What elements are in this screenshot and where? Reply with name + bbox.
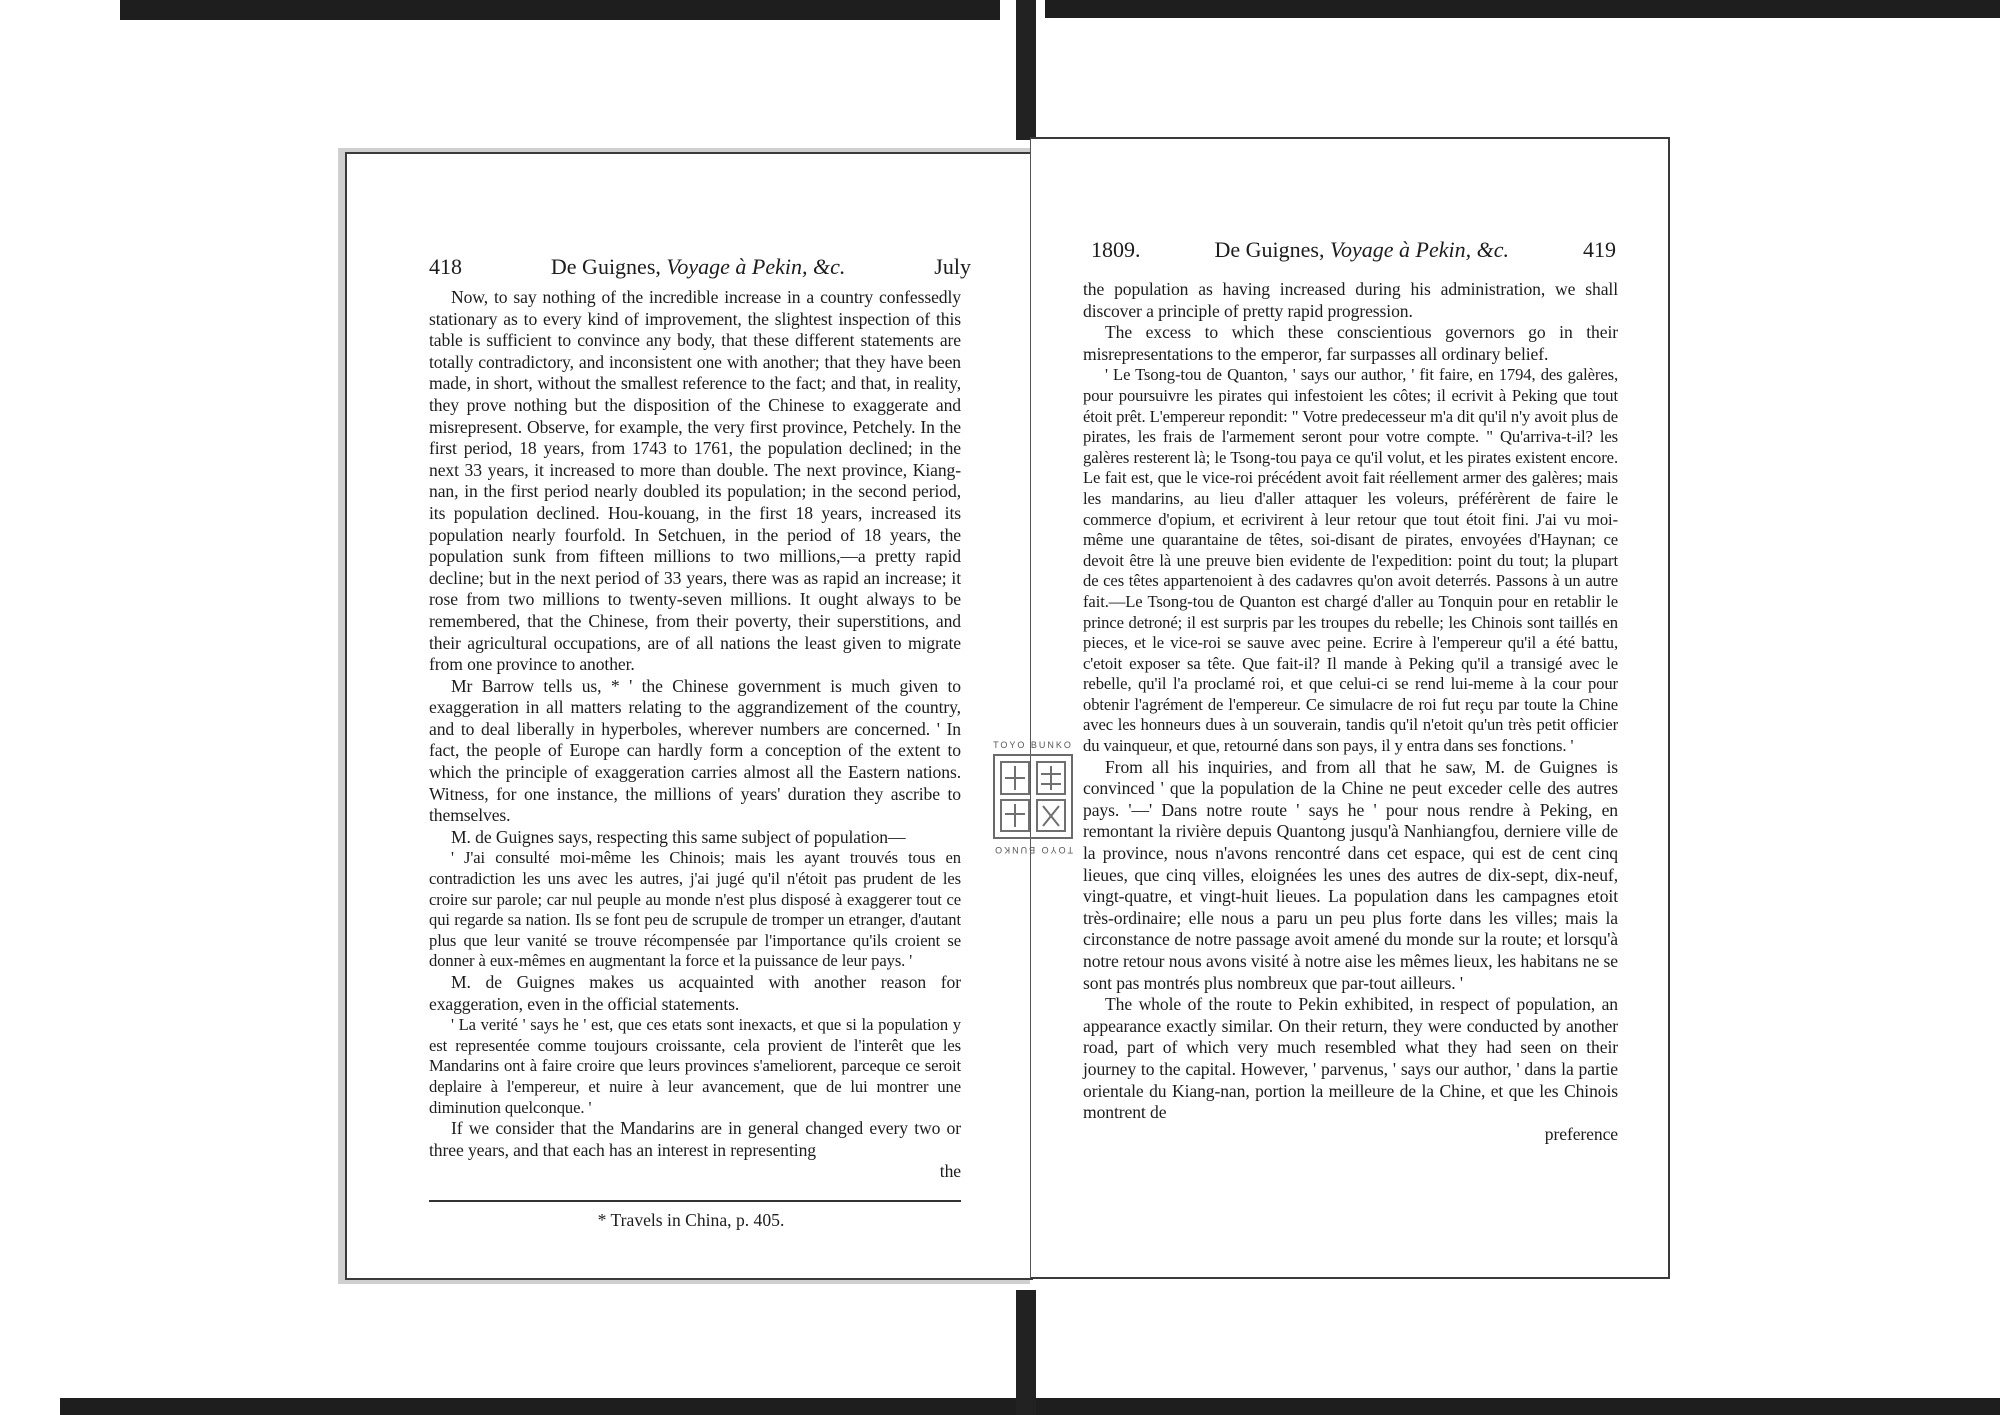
footnote-rule — [429, 1200, 961, 1202]
stamp-bottom-text: TOYO BUNKO — [993, 845, 1073, 855]
paragraph: The excess to which these conscientious governors go in their misrepresentations to the emperor, far surpasses all ordinary belief. — [1083, 322, 1618, 364]
quotation: ' Le Tsong-tou de Quanton, ' says our author, ' fit faire, en 1794, des galères, pour poursuivre les pirates qui infestoient les côtes; il ecrivit à Peking que tout étoit prêt. L'empereur repondit: " Votre predecesseur m'a dit qu'il n'y avoit plus de pirates, les frais de l'armement seront pour votre compte. " Qu'arriva-t-il? les galères resterent là; le Tsong-tou paya ce qu'il volut, et les pirates existent encore. Le fait est, que le vice-roi précédent avoit fait réellement armer des galères; mais les mandarins, au lieu d'aller attaquer les voleurs, préférèrent de faire le commerce d'opium, et ecrivirent à leur retour que tout étoit fini. J'ai vu moi-même une quarantaine de têtes, soi-disant de pirates, envoyées d'Haynan; ce devoit être là une preuve bien evidente de l'expedition: point du tout; la plupart de ces têtes appartenoient à des cadavres qu'on avoit deterrés. Passons à un autre fait.—Le Tsong-tou de Quanton est chargé d'aller au Tonquin pour en retablir le prince detroné; il est surpris par les troupes du rebelle; les Chinois sont taillés en pieces, et le vice-roi se sauve avec peine. Ecrire à l'empereur qu'il a été battu, c'etoit exposer sa tête. Que fait-il? Il mande à Peking qu'il a transigé avec le rebelle, qu'il l'a proclamé roi, et que celui-ci se rend lui-meme à la cour pour obtenir l'agrément de l'empereur. Ce simulacre de roi fut reçu par toute la Chine avec les honneurs dues à un souverain, tandis qu'il n'etoit qu'un très petit officier du vainqueur, et que, retourné dans son pays, il y entra dans ses fonctions. ' — [1083, 365, 1618, 756]
quotation: ' La verité ' says he ' est, que ces etats sont inexacts, et que si la population y est representée comme toujours croissante, cela provient de l'interêt que les Mandarins ont à faire croire que leurs provinces s'ameliorent, parceque ce seroit deplaire à l'empereur, et nuire à leur avancement, que de lui montrer une diminution quelconque. ' — [429, 1015, 961, 1117]
scan-border-top-right — [1045, 0, 2000, 18]
right-running-title: De Guignes, Voyage à Pekin, &c. — [1214, 237, 1509, 262]
stamp-top-text: TOYO BUNKO — [993, 740, 1073, 750]
right-page-number: 419 — [1582, 237, 1616, 262]
left-body-text — [429, 287, 961, 1182]
left-page-number: 418 — [429, 254, 462, 279]
right-running-head — [1091, 237, 1616, 263]
paragraph: M. de Guignes says, respecting this same subject of population— — [451, 826, 906, 847]
left-running-month: July — [934, 254, 971, 279]
catchword: preference — [1544, 1123, 1618, 1144]
scan-border-top-left — [120, 0, 1000, 20]
seal-icon — [993, 754, 1073, 839]
left-running-head — [429, 254, 971, 280]
left-running-title: De Guignes, Voyage à Pekin, &c. — [550, 254, 846, 279]
right-body-text — [1083, 279, 1618, 1279]
catchword: the — [939, 1161, 961, 1182]
paragraph: M. de Guignes makes us acquainted with another reason for exaggeration, even in the official statements. — [429, 972, 961, 1014]
paragraph: If we consider that the Mandarins are in general changed every two or three years, and that each has an interest in representing — [429, 1118, 961, 1160]
paragraph: Now, to say nothing of the incredible increase in a country confessedly stationary as to every kind of improvement, the slightest inspection of this table is sufficient to convince any body, that these different statements are totally contradictory, and inconsistent one with another; that they have been made, in short, without the smallest reference to the fact; and that, in reality, they prove nothing but the disposition of the Chinese to exaggerate and misrepresent. Observe, for example, the very first province, Petchely. In the first period, 18 years, from 1743 to 1761, the population declined; in the next 33 years, it increased to more than double. The next province, Kiang-nan, in the first period nearly doubled its population; in the second period, its population declined. Hou-kouang, in the first 18 years, increased its population nearly fourfold. In Setchuen, in the period of 18 years, the population sunk from fifteen millions to two millions,—a pretty rapid decline; but in the next period of 33 years, there was as rapid an increase; it rose from two millions to twenty-seven millions. It ought always to be remembered, that the Chinese, from their poverty, their superstitions, and their agricultural occupations, are of all nations the least given to migrate from one province to another. — [429, 287, 961, 675]
left-page — [345, 152, 1033, 1280]
paragraph: the population as having increased during his administration, we shall discover a principle of pretty rapid progression. — [1083, 279, 1618, 321]
library-stamp — [985, 740, 1081, 855]
paragraph: From all his inquiries, and from all that he saw, M. de Guignes is convinced ' que la population de la Chine ne peut exceder celle des autres pays. '—' Dans notre route ' says he ' pour nous rendre à Peking, en remontant la rivière depuis Quantong jusqu'à Nanhiangfou, derniere ville de la province, nous n'avons rencontré dans cet espace, qui est de cent cinq lieues, que cinq villes, eloignées les unes des autres de dix-sept, dix-neuf, vingt-quatre, et vingt-huit lieues. La population dans les campagnes etoit très-ordinaire; elle nous a paru un peu plus forte dans les villes; mais la circonstance de notre passage avoit amené du monde sur la route; et lorsqu'à notre retour nous avons visité à notre aise les mêmes lieux, les habitans ne se sont pas montrés plus nombreux que par-tout ailleurs. ' — [1083, 756, 1618, 993]
paragraph: The whole of the route to Pekin exhibited, in respect of population, an appearance exactly similar. On their return, they were conducted by another road, part of which very much resembled what they had seen on their journey to the capital. However, ' parvenus, ' says our author, ' dans la partie orientale du Kiang-nan, portion la meilleure de la Chine, et que les Chinois montrent de — [1083, 994, 1618, 1123]
scan-gutter-top — [1016, 0, 1036, 140]
quotation: ' J'ai consulté moi-même les Chinois; mais les ayant trouvés tous en contradiction les uns avec les autres, j'ai jugé qu'il n'étoit pas prudent de les croire sur parole; car nul peuple au monde n'est plus disposé à exaggerer tout ce qui regarde sa nation. Ils se font peu de scrupule de tromper un etranger, d'autant plus que leur vanité se trouve récompensée par l'importance qu'ils croient se donner à eux-mêmes en augmentant la force et la puissance de leur pays. ' — [429, 848, 961, 971]
right-page — [1030, 137, 1670, 1279]
right-running-year: 1809. — [1091, 237, 1141, 262]
footnote: * Travels in China, p. 405. — [597, 1210, 785, 1230]
paragraph: Mr Barrow tells us, * ' the Chinese government is much given to exaggeration in all matters relating to the aggrandizement of the country, and to deal liberally in hyperboles, wherever numbers are concerned. ' In fact, the people of Europe can hardly form a conception of the extent to which the principle of exaggeration carries almost all the Eastern nations. Witness, for one instance, the millions of years' duration they ascribe to themselves. — [429, 675, 961, 826]
scan-gutter-bottom — [1016, 1290, 1036, 1415]
